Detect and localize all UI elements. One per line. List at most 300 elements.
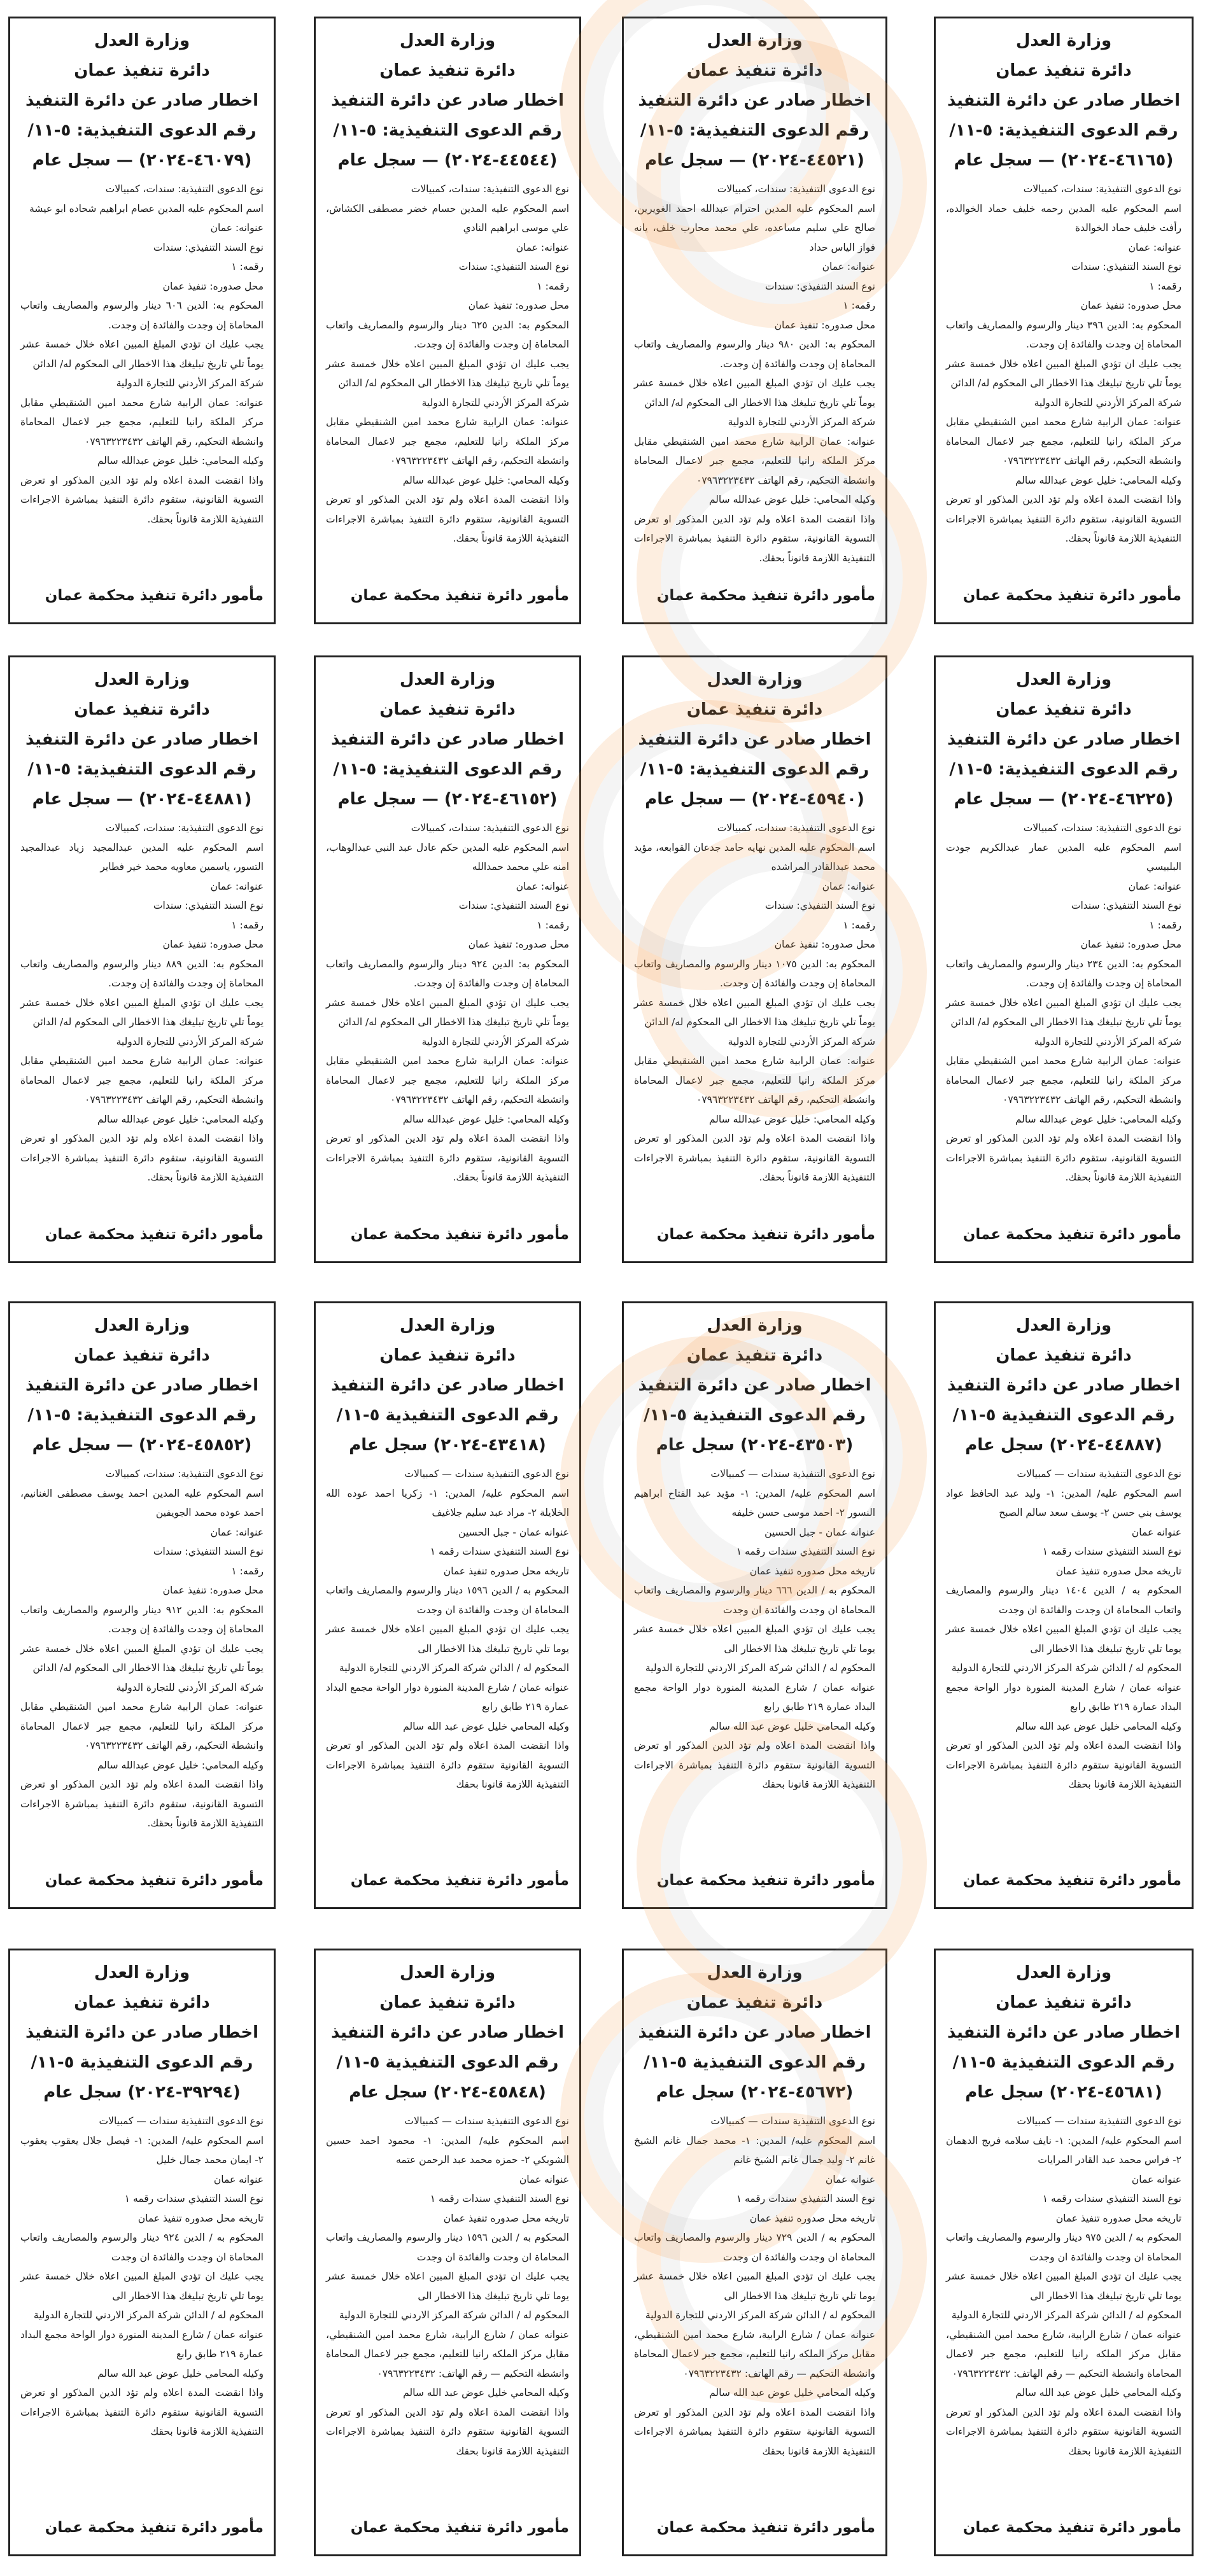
ministry-heading: وزارة العدل	[707, 670, 803, 689]
case-number: (٤٤٥٤٤-٢٠٢٤) — سجل عام	[337, 151, 558, 170]
legal-notice	[8, 1301, 276, 1909]
notice-paragraph: عنوانه عمان / شارع المدينة المنورة دوار الواحة مجمع البداد عمارة ٢١٩ طابق رابع	[634, 1681, 875, 1712]
notice-paragraph: المحكوم به: الدين ٣٩٦ دينار والرسوم والمصاريف واتعاب المحاماة إن وجدت والفائدة إن وجدت.	[946, 319, 1181, 350]
notice-paragraph: عنوانه: عمان	[822, 880, 875, 892]
legal-notice	[8, 1949, 276, 2556]
notice-paragraph: اسم المحكوم عليه المدين حسام خضر مصطفى الكشاش، علي موسى ابراهيم النادي	[326, 202, 569, 234]
notice-paragraph: محل صدوره: تنفيذ عمان	[774, 319, 875, 331]
notice-paragraph: عنوانه عمان / شارع المدينة المنورة دوار الواحة مجمع البداد عمارة ٢١٩ طابق رابع	[946, 1681, 1181, 1712]
notice-paragraph: نوع الدعوى التنفيذية سندات — كمبيالات	[1017, 2115, 1181, 2127]
notice-paragraph: عنوانه عمان	[825, 2173, 875, 2185]
notice-paragraph: شركة المركز الأردني للتجارة الدولية	[421, 1035, 569, 1047]
notice-title: اخطار صادر عن دائرة التنفيذ	[25, 1376, 259, 1395]
department-heading: دائرة تنفيذ عمان	[379, 700, 516, 719]
case-number: (٤٦٠٧٩-٢٠٢٤) — سجل عام	[32, 151, 252, 170]
notice-title: اخطار صادر عن دائرة التنفيذ	[947, 1376, 1181, 1395]
notice-paragraph: نوع السند التنفيذي سندات رقمه ١	[430, 1546, 569, 1557]
notice-paragraph: نوع الدعوى التنفيذية: سندات، كمبيالات	[717, 183, 875, 195]
notice-paragraph: نوع الدعوى التنفيذية: سندات، كمبيالات	[717, 822, 875, 834]
notice-paragraph: نوع الدعوى التنفيذية سندات — كمبيالات	[1017, 1468, 1181, 1480]
notice-paragraph: واذا انقضت المدة اعلاه ولم تؤد الدين المذكور او تعرض التسوية القانونية، ستقوم دائرة التنفيذ بمباشرة الاجراءات التنفيذية اللازمة قانوناً بحقك.	[326, 494, 569, 544]
notice-body	[20, 818, 264, 1187]
notice-body	[326, 2111, 569, 2461]
notice-paragraph: يجب عليك ان تؤدي المبلغ المبين اعلاه خلال خمسة عشر يوماً تلي تاريخ تبليغك هذا الاخطار الى المحكوم له/ الدائن	[20, 997, 264, 1028]
legal-notice	[934, 1301, 1194, 1909]
notice-paragraph: عنوانه: عمان	[210, 1526, 264, 1538]
notice-paragraph: نوع السند التنفيذي: سندات	[153, 241, 264, 253]
notice-body	[634, 179, 875, 568]
notice-paragraph: واذا انقضت المدة اعلاه ولم تؤد الدين المذكور او تعرض التسوية القانونية ستقوم دائرة التنفيذ بمباشرة الاجراءات التنفيذية اللازمة قانونا بحقك	[20, 2387, 264, 2437]
notice-paragraph: نوع السند التنفيذي سندات رقمه ١	[1042, 1546, 1181, 1557]
notice-title: اخطار صادر عن دائرة التنفيذ	[638, 730, 871, 749]
notice-paragraph: عنوانه عمان / شارع الرابية، شارع محمد امين الشنقيطي، مقابل مركز الملكه رانيا للتعليم، مجمع جبر لاعمال المحاماة وانشطة التحكيم — رقم الهاتف: ٠٧٩٦٣٢٢٣٤٣٢	[946, 2328, 1181, 2379]
notice-paragraph: شركة المركز الأردني للتجارة الدولية	[421, 396, 569, 409]
notice-paragraph: نوع الدعوى التنفيذية: سندات، كمبيالات	[1023, 822, 1181, 834]
notice-paragraph: المحكوم له / الدائن شركة المركز الاردني للتجارة الدولية	[645, 1662, 875, 1674]
department-heading: دائرة تنفيذ عمان	[379, 61, 516, 80]
department-heading: دائرة تنفيذ عمان	[74, 1993, 210, 2012]
notice-signature: مأمور دائرة تنفيذ محكمة عمان	[45, 1226, 264, 1243]
notice-paragraph: شركة المركز الأردني للتجارة الدولية	[1034, 1035, 1181, 1047]
notice-paragraph: محل صدوره: تنفيذ عمان	[774, 939, 875, 950]
notice-paragraph: المحكوم به: الدين ٨٨٩ دينار والرسوم والمصاريف واتعاب المحاماة إن وجدت والفائدة إن وجدت.	[20, 958, 264, 989]
notice-paragraph: نوع السند التنفيذي سندات رقمه ١	[736, 2193, 875, 2204]
notice-title: اخطار صادر عن دائرة التنفيذ	[947, 730, 1181, 749]
department-heading: دائرة تنفيذ عمان	[996, 61, 1132, 80]
case-label: رقم الدعوى التنفيذية ٥-١١/	[31, 2053, 253, 2072]
notice-paragraph: واذا انقضت المدة اعلاه ولم تؤد الدين المذكور او تعرض التسوية القانونية ستقوم دائرة التنفيذ بمباشرة الاجراءات التنفيذية اللازمة قانونا بحقك	[326, 1740, 569, 1790]
notice-paragraph: رقمه: ١	[843, 300, 875, 311]
notice-paragraph: عنوانه عمان	[519, 2173, 569, 2185]
case-label: رقم الدعوى التنفيذية: ٥-١١/	[27, 760, 257, 779]
notice-paragraph: عنوانه: عمان	[516, 241, 569, 253]
department-heading: دائرة تنفيذ عمان	[686, 61, 823, 80]
notice-paragraph: اسم المحكوم عليه/ المدين: ١- مؤيد عبد الفتاح ابراهيم النسور ٢- احمد موسى حسن خليفه	[634, 1487, 875, 1518]
ministry-heading: وزارة العدل	[707, 1316, 803, 1335]
case-label: رقم الدعوى التنفيذية: ٥-١١/	[949, 760, 1178, 779]
case-label: رقم الدعوى التنفيذية ٥-١١/	[952, 1406, 1175, 1425]
notice-paragraph: عنوانه: عمان الرابية شارع محمد امين الشنقيطي مقابل مركز الملكة رانيا للتعليم، مجمع جبر لاعمال المحاماة وانشطة التحكيم، رقم الهاتف ٠٧٩٦٣٢٢٣٤٣٢	[634, 1055, 875, 1105]
department-heading: دائرة تنفيذ عمان	[74, 1346, 210, 1365]
notice-paragraph: عنوانه: عمان الرابية شارع محمد امين الشنقيطي مقابل مركز الملكة رانيا للتعليم، مجمع جبر لاعمال المحاماة وانشطة التحكيم، رقم الهاتف ٠٧٩٦٣٢٢٣٤٣٢	[20, 1701, 264, 1751]
notice-paragraph: رقمه: ١	[1149, 280, 1181, 292]
notice-paragraph: رقمه: ١	[231, 261, 264, 272]
notice-title: اخطار صادر عن دائرة التنفيذ	[25, 2023, 259, 2042]
notice-paragraph: وكيله المحامي خليل عوض عبد الله سالم	[403, 1720, 569, 1732]
case-number: (٤٥٦٧٢-٢٠٢٤) سجل عام	[656, 2083, 854, 2102]
notice-paragraph: اسم المحكوم عليه المدين عمار عبدالكريم جودت البلبيسي	[946, 841, 1181, 872]
notice-paragraph: المحكوم به / الدين ٩٢٤ دينار والرسوم والمصاريف واتعاب المحاماة ان وجدت والفائدة ان وجدت	[20, 2232, 264, 2263]
notice-paragraph: اسم المحكوم عليه/ المدين: ١- نايف سلامه فريج الدهمان ٢- فراس محمد عبد القادر المرايات	[946, 2134, 1181, 2166]
notice-paragraph: يجب عليك ان تؤدي المبلغ المبين اعلاه خلال خمسة عشر يوما تلي تاريخ تبليغك هذا الاخطار الى	[326, 1623, 569, 1655]
notice-signature: مأمور دائرة تنفيذ محكمة عمان	[350, 2519, 569, 2536]
notice-paragraph: نوع الدعوى التنفيذية: سندات، كمبيالات	[411, 183, 569, 195]
notice-paragraph: عنوانه: عمان الرابية شارع محمد امين الشنقيطي مقابل مركز الملكة رانيا للتعليم، مجمع جبر لاعمال المحاماة وانشطة التحكيم، رقم الهاتف ٠٧٩٦٣٢٢٣٤٣٢	[326, 416, 569, 466]
notice-paragraph: محل صدوره: تنفيذ عمان	[162, 280, 264, 292]
notice-paragraph: يجب عليك ان تؤدي المبلغ المبين اعلاه خلال خمسة عشر يوماً تلي تاريخ تبليغك هذا الاخطار الى المحكوم له/ الدائن	[326, 997, 569, 1028]
notice-paragraph: يجب عليك ان تؤدي المبلغ المبين اعلاه خلال خمسة عشر يوما تلي تاريخ تبليغك هذا الاخطار الى	[326, 2271, 569, 2302]
notice-paragraph: نوع السند التنفيذي: سندات	[765, 900, 875, 911]
notice-body	[634, 2111, 875, 2461]
department-heading: دائرة تنفيذ عمان	[379, 1346, 516, 1365]
notice-paragraph: واذا انقضت المدة اعلاه ولم تؤد الدين المذكور او تعرض التسوية القانونية، ستقوم دائرة التنفيذ بمباشرة الاجراءات التنفيذية اللازمة قانوناً بحقك.	[634, 1133, 875, 1183]
case-number: (٤٦١٦٥-٢٠٢٤) — سجل عام	[954, 151, 1174, 170]
case-number: (٤٤٥٢١-٢٠٢٤) — سجل عام	[645, 151, 864, 170]
notice-paragraph: وكيله المحامي: خليل عوض عبدالله سالم	[402, 474, 569, 486]
notice-paragraph: يجب عليك ان تؤدي المبلغ المبين اعلاه خلال خمسة عشر يوماً تلي تاريخ تبليغك هذا الاخطار الى المحكوم له/ الدائن	[326, 358, 569, 389]
notice-title: اخطار صادر عن دائرة التنفيذ	[947, 2023, 1181, 2042]
notice-paragraph: تاريخه محل صدوره تنفيذ عمان	[443, 1565, 569, 1577]
notice-signature: مأمور دائرة تنفيذ محكمة عمان	[962, 1226, 1181, 1243]
notice-paragraph: المحكوم به / الدين ١٤٠٤ دينار والرسوم والمصاريف واتعاب المحاماة ان وجدت والفائدة ان وجدت	[946, 1585, 1181, 1616]
notice-signature: مأمور دائرة تنفيذ محكمة عمان	[656, 1872, 875, 1889]
notice-body	[946, 1464, 1181, 1795]
notice-paragraph: رقمه: ١	[537, 919, 569, 931]
notice-body	[20, 2111, 264, 2442]
case-label: رقم الدعوى التنفيذية ٥-١١/	[644, 1406, 866, 1425]
notice-paragraph: واذا انقضت المدة اعلاه ولم تؤد الدين المذكور او تعرض التسوية القانونية، ستقوم دائرة التنفيذ بمباشرة الاجراءات التنفيذية اللازمة قانوناً بحقك.	[326, 1133, 569, 1183]
notice-paragraph: محل صدوره: تنفيذ عمان	[162, 939, 264, 950]
notice-paragraph: واذا انقضت المدة اعلاه ولم تؤد الدين المذكور او تعرض التسوية القانونية ستقوم دائرة التنفيذ بمباشرة الاجراءات التنفيذية اللازمة قانونا بحقك	[326, 2406, 569, 2457]
notice-signature: مأمور دائرة تنفيذ محكمة عمان	[350, 1226, 569, 1243]
notice-paragraph: واذا انقضت المدة اعلاه ولم تؤد الدين المذكور او تعرض التسوية القانونية، ستقوم دائرة التنفيذ بمباشرة الاجراءات التنفيذية اللازمة قانوناً بحقك.	[20, 474, 264, 525]
notice-paragraph: عنوانه عمان / شارع الرابية، شارع محمد امين الشنقيطي، مقابل مركز الملكه رانيا للتعليم، مجمع جبر لاعمال المحاماة وانشطة التحكيم — رقم الهاتف: ٠٧٩٦٣٢٢٣٤٣٢	[326, 2328, 569, 2379]
notice-body	[946, 179, 1181, 549]
notice-paragraph: المحكوم له / الدائن شركة المركز الاردني للتجارة الدولية	[339, 2309, 569, 2321]
ministry-heading: وزارة العدل	[94, 670, 190, 689]
notice-paragraph: محل صدوره: تنفيذ عمان	[1080, 300, 1181, 311]
notice-paragraph: وكيله المحامي: خليل عوض عبدالله سالم	[1015, 474, 1181, 486]
notice-paragraph: اسم المحكوم عليه المدين عبدالمجيد زياد عبدالمجيد التسور، ياسمين معاويه محمد خير فطاير	[20, 841, 264, 872]
legal-notice	[8, 17, 276, 624]
notice-paragraph: رقمه: ١	[1149, 919, 1181, 931]
notice-signature: مأمور دائرة تنفيذ محكمة عمان	[962, 587, 1181, 604]
case-number: (٤٥٩٤٠-٢٠٢٤) — سجل عام	[645, 790, 864, 809]
notice-title: اخطار صادر عن دائرة التنفيذ	[25, 730, 259, 749]
notice-paragraph: شركة المركز الأردني للتجارة الدولية	[116, 377, 264, 389]
department-heading: دائرة تنفيذ عمان	[996, 1346, 1132, 1365]
notice-paragraph: واذا انقضت المدة اعلاه ولم تؤد الدين المذكور او تعرض التسوية القانونية، ستقوم دائرة التنفيذ بمباشرة الاجراءات التنفيذية اللازمة قانوناً بحقك.	[634, 513, 875, 564]
notice-paragraph: المحكوم له / الدائن شركة المركز الاردني للتجارة الدولية	[951, 2309, 1181, 2321]
legal-notice	[622, 1949, 887, 2556]
notice-paragraph: عنوانه: عمان الرابية شارع محمد امين الشنقيطي مقابل مركز الملكة رانيا للتعليم، مجمع جبر لاعمال المحاماة وانشطة التحكيم، رقم الهاتف ٠٧٩٦٣٢٢٣٤٣٢	[634, 435, 875, 486]
notice-signature: مأمور دائرة تنفيذ محكمة عمان	[656, 1226, 875, 1243]
notice-paragraph: عنوانه عمان	[1131, 2173, 1181, 2185]
case-label: رقم الدعوى التنفيذية ٥-١١/	[336, 2053, 559, 2072]
notice-paragraph: شركة المركز الأردني للتجارة الدولية	[1034, 396, 1181, 409]
case-number: (٤٤٨٨١-٢٠٢٤) — سجل عام	[32, 790, 252, 809]
notice-paragraph: محل صدوره: تنفيذ عمان	[1080, 939, 1181, 950]
notice-paragraph: تاريخه محل صدوره تنفيذ عمان	[137, 2212, 264, 2224]
notice-paragraph: يجب عليك ان تؤدي المبلغ المبين اعلاه خلال خمسة عشر يوما تلي تاريخ تبليغك هذا الاخطار الى	[20, 2271, 264, 2302]
ministry-heading: وزارة العدل	[1015, 1316, 1112, 1335]
notice-paragraph: يجب عليك ان تؤدي المبلغ المبين اعلاه خلال خمسة عشر يوما تلي تاريخ تبليغك هذا الاخطار الى	[946, 1623, 1181, 1655]
department-heading: دائرة تنفيذ عمان	[686, 1346, 823, 1365]
notice-paragraph: واذا انقضت المدة اعلاه ولم تؤد الدين المذكور او تعرض التسوية القانونية، ستقوم دائرة التنفيذ بمباشرة الاجراءات التنفيذية اللازمة قانوناً بحقك.	[946, 494, 1181, 544]
legal-notice	[314, 655, 581, 1263]
notice-paragraph: نوع الدعوى التنفيذية سندات — كمبيالات	[404, 2115, 569, 2127]
notice-paragraph: نوع السند التنفيذي: سندات	[1071, 900, 1181, 911]
ministry-heading: وزارة العدل	[399, 31, 496, 50]
notice-signature: مأمور دائرة تنفيذ محكمة عمان	[350, 587, 569, 604]
notice-paragraph: اسم المحكوم عليه المدين نهايه حامد جدعان القوابعه، مؤيد محمد عبدالقادر المراشده	[634, 841, 875, 872]
notice-title: اخطار صادر عن دائرة التنفيذ	[638, 1376, 871, 1395]
notice-paragraph: عنوانه: عمان	[1128, 880, 1181, 892]
notice-body	[326, 1464, 569, 1795]
notice-paragraph: عنوانه: عمان	[822, 261, 875, 272]
notice-paragraph: نوع السند التنفيذي: سندات	[458, 261, 569, 272]
notice-paragraph: المحكوم به / الدين ٦٦٦ دينار والرسوم والمصاريف واتعاب المحاماة ان وجدت والفائدة ان وجدت	[634, 1585, 875, 1616]
notice-paragraph: يجب عليك ان تؤدي المبلغ المبين اعلاه خلال خمسة عشر يوماً تلي تاريخ تبليغك هذا الاخطار الى المحكوم له/ الدائن	[946, 997, 1181, 1028]
notice-paragraph: المحكوم به: الدين ٩١٢ دينار والرسوم والمصاريف واتعاب المحاماة إن وجدت والفائدة إن وجدت.	[20, 1604, 264, 1635]
notice-paragraph: نوع السند التنفيذي: سندات	[1071, 261, 1181, 272]
case-number: (٤٥٨٥٢-٢٠٢٤) — سجل عام	[32, 1436, 252, 1455]
notice-paragraph: المحكوم به: الدين ٩٨٠ دينار والرسوم والمصاريف واتعاب المحاماة إن وجدت والفائدة إن وجدت.	[634, 339, 875, 370]
notice-paragraph: وكيله المحامي خليل عوض عبد الله سالم	[709, 1720, 875, 1732]
legal-notice	[314, 17, 581, 624]
notice-paragraph: شركة المركز الأردني للتجارة الدولية	[728, 416, 875, 428]
ministry-heading: وزارة العدل	[399, 1316, 496, 1335]
notice-paragraph: وكيله المحامي خليل عوض عبد الله سالم	[709, 2387, 875, 2398]
notice-paragraph: يجب عليك ان تؤدي المبلغ المبين اعلاه خلال خمسة عشر يوما تلي تاريخ تبليغك هذا الاخطار الى	[946, 2271, 1181, 2302]
ministry-heading: وزارة العدل	[399, 670, 496, 689]
department-heading: دائرة تنفيذ عمان	[996, 1993, 1132, 2012]
notice-title: اخطار صادر عن دائرة التنفيذ	[330, 91, 565, 110]
notice-paragraph: نوع الدعوى التنفيذية: سندات، كمبيالات	[105, 822, 264, 834]
notice-paragraph: نوع السند التنفيذي: سندات	[458, 900, 569, 911]
notice-paragraph: عنوانه: عمان	[1128, 241, 1181, 253]
case-label: رقم الدعوى التنفيذية ٥-١١/	[644, 2053, 866, 2072]
notice-paragraph: المحكوم له / الدائن شركة المركز الاردني للتجارة الدولية	[339, 1662, 569, 1674]
notice-signature: مأمور دائرة تنفيذ محكمة عمان	[45, 587, 264, 604]
legal-notice	[934, 655, 1194, 1263]
case-label: رقم الدعوى التنفيذية: ٥-١١/	[949, 121, 1178, 140]
notice-body	[20, 179, 264, 529]
case-label: رقم الدعوى التنفيذية ٥-١١/	[952, 2053, 1175, 2072]
notice-paragraph: واذا انقضت المدة اعلاه ولم تؤد الدين المذكور او تعرض التسوية القانونية ستقوم دائرة التنفيذ بمباشرة الاجراءات التنفيذية اللازمة قانونا بحقك	[634, 1740, 875, 1790]
notice-paragraph: عنوانه عمان / شارع المدينة المنورة دوار الواحة مجمع البداد عمارة ٢١٩ طابق رابع	[326, 1681, 569, 1712]
notice-paragraph: واذا انقضت المدة اعلاه ولم تؤد الدين المذكور او تعرض التسوية القانونية ستقوم دائرة التنفيذ بمباشرة الاجراءات التنفيذية اللازمة قانونا بحقك	[946, 2406, 1181, 2457]
notice-paragraph: اسم المحكوم عليه المدين حكم عادل عبد النبي عبدالوهاب، امنه علي محمد حمدالله	[326, 841, 569, 872]
notice-paragraph: وكيله المحامي: خليل عوض عبدالله سالم	[97, 1113, 264, 1125]
case-number: (٤٥٦٨١-٢٠٢٤) سجل عام	[965, 2083, 1162, 2102]
notice-body	[946, 818, 1181, 1187]
notice-paragraph: عنوانه عمان / شارع الرابية، شارع محمد امين الشنقيطي، مقابل مركز الملكه رانيا للتعليم، مجمع جبر لاعمال المحاماة وانشطة التحكيم — رقم الهاتف: ٠٧٩٦٣٢٢٣٤٣٢	[634, 2328, 875, 2379]
notice-paragraph: عنوانه عمان - جبل الحسين	[765, 1526, 875, 1538]
notice-paragraph: وكيله المحامي: خليل عوض عبدالله سالم	[97, 455, 264, 466]
notice-paragraph: وكيله المحامي: خليل عوض عبدالله سالم	[708, 494, 875, 505]
legal-notice	[622, 1301, 887, 1909]
case-label: رقم الدعوى التنفيذية: ٥-١١/	[640, 121, 870, 140]
notice-paragraph: نوع الدعوى التنفيذية سندات — كمبيالات	[404, 1468, 569, 1480]
notice-paragraph: عنوانه: عمان	[516, 880, 569, 892]
notice-paragraph: المحكوم له / الدائن شركة المركز الاردني للتجارة الدولية	[951, 1662, 1181, 1674]
notice-paragraph: اسم المحكوم عليه المدين احترام عبدالله احمد الغويرين، صالح علي سليم مساعده، علي محمد محارب خلف، يانه فواز الياس حداد	[634, 202, 875, 253]
notice-paragraph: واذا انقضت المدة اعلاه ولم تؤد الدين المذكور او تعرض التسوية القانونية، ستقوم دائرة التنفيذ بمباشرة الاجراءات التنفيذية اللازمة قانوناً بحقك.	[20, 1779, 264, 1829]
notice-paragraph: نوع الدعوى التنفيذية: سندات، كمبيالات	[105, 1468, 264, 1480]
notice-body	[634, 818, 875, 1187]
notice-paragraph: المحكوم له / الدائن شركة المركز الاردني للتجارة الدولية	[33, 2309, 264, 2321]
notice-paragraph: نوع السند التنفيذي: سندات	[153, 900, 264, 911]
notice-paragraph: نوع الدعوى التنفيذية سندات — كمبيالات	[710, 1468, 875, 1480]
notice-title: اخطار صادر عن دائرة التنفيذ	[638, 91, 871, 110]
notice-paragraph: رقمه: ١	[537, 280, 569, 292]
notice-paragraph: نوع السند التنفيذي: سندات	[153, 1546, 264, 1557]
notice-paragraph: المحكوم به: الدين ٢٣٤ دينار والرسوم والمصاريف واتعاب المحاماة إن وجدت والفائدة إن وجدت.	[946, 958, 1181, 989]
notice-paragraph: عنوانه عمان / شارع المدينة المنورة دوار الواحة مجمع البداد عمارة ٢١٩ طابق رابع	[20, 2328, 264, 2360]
notice-paragraph: واذا انقضت المدة اعلاه ولم تؤد الدين المذكور او تعرض التسوية القانونية، ستقوم دائرة التنفيذ بمباشرة الاجراءات التنفيذية اللازمة قانوناً بحقك.	[20, 1133, 264, 1183]
legal-notice	[622, 17, 887, 624]
legal-notice	[8, 655, 276, 1263]
notice-paragraph: نوع السند التنفيذي سندات رقمه ١	[1042, 2193, 1181, 2204]
notice-paragraph: نوع الدعوى التنفيذية سندات — كمبيالات	[710, 2115, 875, 2127]
notice-paragraph: يجب عليك ان تؤدي المبلغ المبين اعلاه خلال خمسة عشر يوماً تلي تاريخ تبليغك هذا الاخطار الى المحكوم له/ الدائن	[946, 358, 1181, 389]
notice-paragraph: عنوانه: عمان الرابية شارع محمد امين الشنقيطي مقابل مركز الملكة رانيا للتعليم، مجمع جبر لاعمال المحاماة وانشطة التحكيم، رقم الهاتف ٠٧٩٦٣٢٢٣٤٣٢	[326, 1055, 569, 1105]
notice-paragraph: نوع الدعوى التنفيذية: سندات، كمبيالات	[105, 183, 264, 195]
notice-paragraph: عنوانه: عمان الرابية شارع محمد امين الشنقيطي مقابل مركز الملكة رانيا للتعليم، مجمع جبر لاعمال المحاماة وانشطة التحكيم، رقم الهاتف ٠٧٩٦٣٢٢٣٤٣٢	[20, 396, 264, 447]
notice-paragraph: محل صدوره: تنفيذ عمان	[468, 300, 569, 311]
ministry-heading: وزارة العدل	[1015, 1963, 1112, 1982]
ministry-heading: وزارة العدل	[1015, 31, 1112, 50]
notice-paragraph: المحكوم به: الدين ١٠٧٥ دينار والرسوم والمصاريف واتعاب المحاماة إن وجدت والفائدة إن وجدت.	[634, 958, 875, 989]
notice-paragraph: واذا انقضت المدة اعلاه ولم تؤد الدين المذكور او تعرض التسوية القانونية ستقوم دائرة التنفيذ بمباشرة الاجراءات التنفيذية اللازمة قانونا بحقك	[634, 2406, 875, 2457]
department-heading: دائرة تنفيذ عمان	[996, 700, 1132, 719]
notice-paragraph: يجب عليك ان تؤدي المبلغ المبين اعلاه خلال خمسة عشر يوما تلي تاريخ تبليغك هذا الاخطار الى	[634, 1623, 875, 1655]
notice-paragraph: المحكوم به / الدين ٧٢٩ دينار والرسوم والمصاريف واتعاب المحاماة ان وجدت والفائدة ان وجدت	[634, 2232, 875, 2263]
notice-paragraph: اسم المحكوم عليه/ المدين: ١- وليد عبد الحافظ عواد يوسف بني حسن ٢- يوسف سعد سالم الصبح	[946, 1487, 1181, 1518]
case-label: رقم الدعوى التنفيذية: ٥-١١/	[333, 760, 562, 779]
notice-title: اخطار صادر عن دائرة التنفيذ	[330, 730, 565, 749]
case-number: (٤٣٤١٨-٢٠٢٤) سجل عام	[349, 1436, 546, 1455]
legal-notice	[622, 655, 887, 1263]
ministry-heading: وزارة العدل	[94, 1316, 190, 1335]
notice-paragraph: المحكوم به: الدين ٩٢٤ دينار والرسوم والمصاريف واتعاب المحاماة إن وجدت والفائدة إن وجدت.	[326, 958, 569, 989]
notice-paragraph: نوع السند التنفيذي سندات رقمه ١	[736, 1546, 875, 1557]
notice-paragraph: اسم المحكوم عليه/ المدين: ١- محمد جمال غانم الشيخ غانم ٢- وليد جمال غانم الشيخ غانم	[634, 2134, 875, 2166]
notice-paragraph: يجب عليك ان تؤدي المبلغ المبين اعلاه خلال خمسة عشر يوماً تلي تاريخ تبليغك هذا الاخطار الى المحكوم له/ الدائن	[634, 377, 875, 409]
department-heading: دائرة تنفيذ عمان	[686, 1993, 823, 2012]
notice-paragraph: وكيله المحامي: خليل عوض عبدالله سالم	[97, 1759, 264, 1771]
case-number: (٤٤٨٨٧-٢٠٢٤) سجل عام	[965, 1436, 1162, 1455]
notice-paragraph: اسم المحكوم عليه/ المدين: ١- محمود احمد حسين الشوبكي ٢- حمزه محمد عبد الرحمن عتمه	[326, 2134, 569, 2166]
notice-paragraph: المحكوم به: الدين ٦٠٦ دينار والرسوم والمصاريف واتعاب المحاماة إن وجدت والفائدة إن وجدت.	[20, 300, 264, 331]
notice-body	[946, 2111, 1181, 2461]
notice-paragraph: عنوانه: عمان الرابية شارع محمد امين الشنقيطي مقابل مركز الملكة رانيا للتعليم، مجمع جبر لاعمال المحاماة وانشطة التحكيم، رقم الهاتف ٠٧٩٦٣٢٢٣٤٣٢	[20, 1055, 264, 1105]
notice-paragraph: رقمه: ١	[843, 919, 875, 931]
case-number: (٤٣٥٠٣-٢٠٢٤) سجل عام	[656, 1436, 854, 1455]
case-label: رقم الدعوى التنفيذية: ٥-١١/	[333, 121, 562, 140]
notice-paragraph: وكيله المحامي خليل عوض عبد الله سالم	[403, 2387, 569, 2398]
ministry-heading: وزارة العدل	[94, 31, 190, 50]
notice-paragraph: رقمه: ١	[231, 1565, 264, 1577]
notice-paragraph: محل صدوره: تنفيذ عمان	[468, 939, 569, 950]
notice-paragraph: اسم المحكوم عليه المدين رحمه خليف حماد الخوالده، رأفت خليف حماد الخوالدة	[946, 202, 1181, 234]
notice-paragraph: اسم المحكوم عليه المدين احمد يوسف مصطفى الغنانيم، احمد عوده محمد الجويفين	[20, 1487, 264, 1518]
notice-paragraph: يجب عليك ان تؤدي المبلغ المبين اعلاه خلال خمسة عشر يوماً تلي تاريخ تبليغك هذا الاخطار الى المحكوم له/ الدائن	[20, 1642, 264, 1674]
case-number: (٤٦١٥٢-٢٠٢٤) — سجل عام	[337, 790, 558, 809]
ministry-heading: وزارة العدل	[94, 1963, 190, 1982]
department-heading: دائرة تنفيذ عمان	[686, 700, 823, 719]
notice-paragraph: شركة المركز الأردني للتجارة الدولية	[728, 1035, 875, 1047]
notice-paragraph: وكيله المحامي: خليل عوض عبدالله سالم	[402, 1113, 569, 1125]
notice-paragraph: شركة المركز الأردني للتجارة الدولية	[116, 1035, 264, 1047]
notice-body	[20, 1464, 264, 1833]
notice-paragraph: نوع الدعوى التنفيذية: سندات، كمبيالات	[411, 822, 569, 834]
case-label: رقم الدعوى التنفيذية: ٥-١١/	[640, 760, 870, 779]
case-label: رقم الدعوى التنفيذية: ٥-١١/	[27, 121, 257, 140]
legal-notice	[934, 17, 1194, 624]
notice-paragraph: وكيله المحامي خليل عوض عبد الله سالم	[97, 2367, 264, 2379]
notice-body	[326, 179, 569, 549]
notice-body	[634, 1464, 875, 1795]
department-heading: دائرة تنفيذ عمان	[379, 1993, 516, 2012]
notice-signature: مأمور دائرة تنفيذ محكمة عمان	[45, 2519, 264, 2536]
notice-paragraph: المحكوم به / الدين ٩٧٥ دينار والرسوم والمصاريف واتعاب المحاماة ان وجدت والفائدة ان وجدت	[946, 2232, 1181, 2263]
notice-paragraph: يجب عليك ان تؤدي المبلغ المبين اعلاه خلال خمسة عشر يوماً تلي تاريخ تبليغك هذا الاخطار الى المحكوم له/ الدائن	[634, 997, 875, 1028]
notice-paragraph: المحكوم له / الدائن شركة المركز الاردني للتجارة الدولية	[645, 2309, 875, 2321]
notice-paragraph: نوع السند التنفيذي سندات رقمه ١	[124, 2193, 264, 2204]
notice-paragraph: عنوانه عمان	[213, 2173, 264, 2185]
notice-paragraph: عنوانه عمان	[1131, 1526, 1181, 1538]
notice-signature: مأمور دائرة تنفيذ محكمة عمان	[656, 2519, 875, 2536]
notice-paragraph: تاريخه محل صدوره تنفيذ عمان	[1055, 1565, 1181, 1577]
notice-paragraph: يجب عليك ان تؤدي المبلغ المبين اعلاه خلال خمسة عشر يوماً تلي تاريخ تبليغك هذا الاخطار الى المحكوم له/ الدائن	[20, 339, 264, 370]
notice-paragraph: وكيله المحامي خليل عوض عبد الله سالم	[1015, 1720, 1181, 1732]
notice-paragraph: شركة المركز الأردني للتجارة الدولية	[116, 1681, 264, 1693]
notice-title: اخطار صادر عن دائرة التنفيذ	[25, 91, 259, 110]
notice-paragraph: نوع الدعوى التنفيذية: سندات، كمبيالات	[1023, 183, 1181, 195]
notice-body	[326, 818, 569, 1187]
notice-paragraph: تاريخه محل صدوره تنفيذ عمان	[749, 2212, 875, 2224]
notice-paragraph: نوع الدعوى التنفيذية سندات — كمبيالات	[99, 2115, 264, 2127]
notice-paragraph: عنوانه عمان - جبل الحسين	[458, 1526, 569, 1538]
notice-paragraph: تاريخه محل صدوره تنفيذ عمان	[1055, 2212, 1181, 2224]
case-number: (٤٥٨٤٨-٢٠٢٤) سجل عام	[349, 2083, 546, 2102]
department-heading: دائرة تنفيذ عمان	[74, 700, 210, 719]
notice-paragraph: وكيله المحامي خليل عوض عبد الله سالم	[1015, 2387, 1181, 2398]
notice-title: اخطار صادر عن دائرة التنفيذ	[330, 1376, 565, 1395]
case-number: (٤٦٢٢٥-٢٠٢٤) — سجل عام	[954, 790, 1174, 809]
notice-signature: مأمور دائرة تنفيذ محكمة عمان	[350, 1872, 569, 1889]
notice-paragraph: اسم المحكوم عليه/ المدين: ١- فيصل جلال يعقوب يعقوب ٢- ايمان محمد جمال خليل	[20, 2134, 264, 2166]
notice-paragraph: عنوانه: عمان الرابية شارع محمد امين الشنقيطي مقابل مركز الملكة رانيا للتعليم، مجمع جبر لاعمال المحاماة وانشطة التحكيم، رقم الهاتف ٠٧٩٦٣٢٢٣٤٣٢	[946, 416, 1181, 466]
legal-notice	[934, 1949, 1194, 2556]
notice-paragraph: محل صدوره: تنفيذ عمان	[162, 1585, 264, 1596]
ministry-heading: وزارة العدل	[399, 1963, 496, 1982]
notice-paragraph: عنوانه: عمان الرابية شارع محمد امين الشنقيطي مقابل مركز الملكة رانيا للتعليم، مجمع جبر لاعمال المحاماة وانشطة التحكيم، رقم الهاتف ٠٧٩٦٣٢٢٣٤٣٢	[946, 1055, 1181, 1105]
legal-notice	[314, 1301, 581, 1909]
case-label: رقم الدعوى التنفيذية ٥-١١/	[336, 1406, 559, 1425]
notice-paragraph: اسم المحكوم عليه المدين عصام ابراهيم شحاده ابو عيشة	[29, 202, 264, 214]
notice-paragraph: المحكوم به / الدين ١٥٩٦ دينار والرسوم والمصاريف واتعاب المحاماة ان وجدت والفائدة ان وجدت	[326, 1585, 569, 1616]
notice-signature: مأمور دائرة تنفيذ محكمة عمان	[45, 1872, 264, 1889]
notice-title: اخطار صادر عن دائرة التنفيذ	[330, 2023, 565, 2042]
notice-signature: مأمور دائرة تنفيذ محكمة عمان	[962, 1872, 1181, 1889]
notice-paragraph: نوع السند التنفيذي: سندات	[765, 280, 875, 292]
notice-paragraph: تاريخه محل صدوره تنفيذ عمان	[443, 2212, 569, 2224]
notice-paragraph: يجب عليك ان تؤدي المبلغ المبين اعلاه خلال خمسة عشر يوما تلي تاريخ تبليغك هذا الاخطار الى	[634, 2271, 875, 2302]
notice-paragraph: رقمه: ١	[231, 919, 264, 931]
notice-signature: مأمور دائرة تنفيذ محكمة عمان	[962, 2519, 1181, 2536]
legal-notice	[314, 1949, 581, 2556]
case-number: (٣٩٢٩٤-٢٠٢٤) سجل عام	[43, 2083, 241, 2102]
ministry-heading: وزارة العدل	[1015, 670, 1112, 689]
notice-title: اخطار صادر عن دائرة التنفيذ	[638, 2023, 871, 2042]
notice-paragraph: تاريخه محل صدوره تنفيذ عمان	[749, 1565, 875, 1577]
ministry-heading: وزارة العدل	[707, 31, 803, 50]
notice-paragraph: عنوانه: عمان	[210, 880, 264, 892]
ministry-heading: وزارة العدل	[707, 1963, 803, 1982]
